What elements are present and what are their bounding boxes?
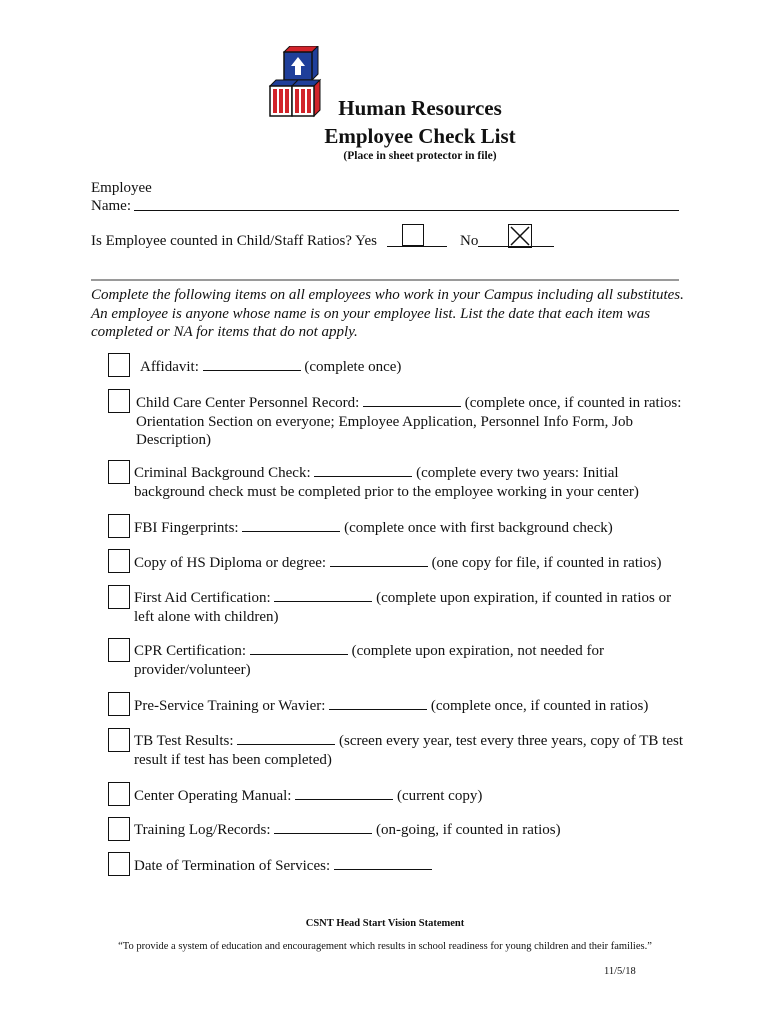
instructions-paragraph: Complete the following items on all employees who work in your Campus including all substitutes. An employee is anyone whose name is on your employee list. List the date that each item was completed or NA for items that do not apply. [91, 287, 684, 340]
item-note: (complete once with first background check) [344, 520, 613, 536]
employee-name-label-line2: Name: [91, 198, 131, 214]
page-title: Human Resources [338, 96, 502, 120]
item-label: First Aid Certification: [134, 590, 271, 606]
date-blank[interactable] [250, 642, 348, 655]
item-checkbox[interactable] [108, 549, 130, 573]
item-label: Pre-Service Training or Wavier: [134, 698, 326, 714]
item-checkbox[interactable] [108, 353, 130, 377]
item-label: TB Test Results: [134, 733, 234, 749]
item-label: Training Log/Records: [134, 822, 271, 838]
date-blank[interactable] [329, 697, 427, 710]
no-checkbox[interactable] [508, 224, 532, 248]
page-subtitle: (Place in sheet protector in file) [343, 150, 497, 162]
divider [91, 279, 679, 281]
item-checkbox[interactable] [108, 460, 130, 484]
ratio-question: Is Employee counted in Child/Staff Ratios? Yes [91, 233, 377, 249]
item-checkbox[interactable] [108, 514, 130, 538]
item-note: (complete every two years: Initial background check must be completed prior to the employee working in your center) [134, 465, 639, 500]
item-label: Date of Termination of Services: [134, 858, 331, 874]
item-checkbox[interactable] [108, 852, 130, 876]
item-note: (current copy) [396, 788, 483, 804]
document-date: 11/5/18 [604, 966, 636, 977]
item-checkbox[interactable] [108, 728, 130, 752]
item-label: Criminal Background Check: [134, 465, 311, 481]
checkmark-x-icon [509, 225, 531, 247]
page-title-line2: Employee Check List [324, 124, 516, 148]
item-checkbox[interactable] [108, 389, 130, 413]
item-note: (on-going, if counted in ratios) [376, 822, 561, 838]
date-blank[interactable] [363, 394, 461, 407]
item-note: (complete once, if counted in ratios) [430, 698, 649, 714]
item-checkbox[interactable] [108, 782, 130, 806]
date-blank[interactable] [274, 821, 372, 834]
yes-checkbox[interactable] [402, 224, 424, 246]
vision-statement-title: CSNT Head Start Vision Statement [305, 918, 465, 929]
date-blank[interactable] [237, 732, 335, 745]
item-label: Affidavit: [140, 359, 199, 375]
item-label: Center Operating Manual: [134, 788, 292, 804]
item-note: (screen every year, test every three years, copy of TB test result if test has been completed) [134, 733, 683, 768]
date-blank[interactable] [314, 464, 412, 477]
item-note: (complete once) [304, 359, 402, 375]
date-blank[interactable] [203, 358, 301, 371]
item-label: FBI Fingerprints: [134, 520, 239, 536]
date-blank[interactable] [330, 554, 428, 567]
vision-statement-quote: “To provide a system of education and encouragement which results in school readiness for young children and their families.” [118, 941, 652, 952]
item-checkbox[interactable] [108, 692, 130, 716]
item-note: (one copy for file, if counted in ratios) [431, 555, 662, 571]
item-note: (complete once, if counted in ratios: Orientation Section on everyone; Employee Application, Personnel Info Form, Job Description) [136, 395, 682, 448]
employee-name-label-line1: Employee [91, 180, 152, 196]
item-note: (complete upon expiration, not needed for provider/volunteer) [134, 643, 604, 678]
yes-underline [387, 246, 447, 247]
date-blank[interactable] [274, 589, 372, 602]
item-label: Child Care Center Personnel Record: [136, 395, 360, 411]
employee-name-field[interactable] [134, 210, 679, 211]
item-checkbox[interactable] [108, 638, 130, 662]
date-blank[interactable] [295, 787, 393, 800]
item-note: (complete upon expiration, if counted in ratios or left alone with children) [134, 590, 672, 625]
item-label: CPR Certification: [134, 643, 247, 659]
no-label: No [460, 233, 479, 249]
date-blank[interactable] [242, 519, 340, 532]
item-checkbox[interactable] [108, 817, 130, 841]
date-blank[interactable] [334, 857, 432, 870]
item-checkbox[interactable] [108, 585, 130, 609]
item-label: Copy of HS Diploma or degree: [134, 555, 327, 571]
